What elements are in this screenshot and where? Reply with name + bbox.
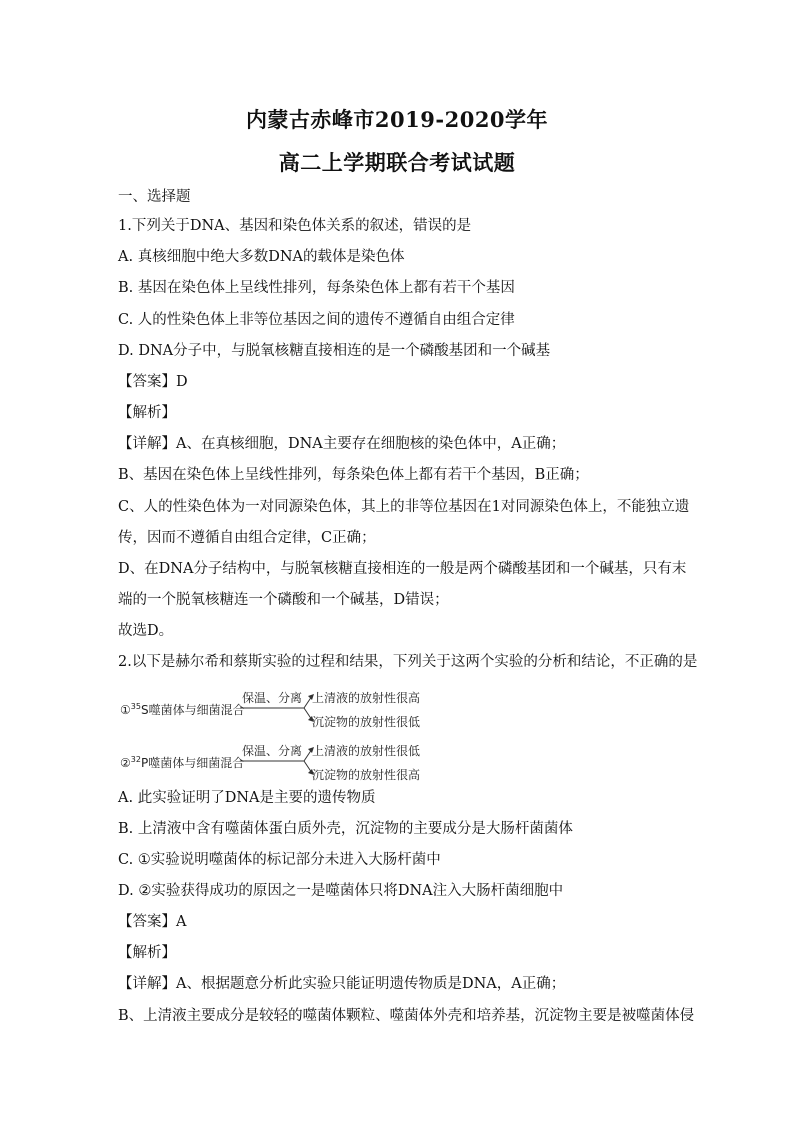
question-1-analysis-line: 【详解】A、在真核细胞，DNA主要存在细胞核的染色体中，A正确； [118, 436, 566, 452]
experiment-1-start: ①$^{35}$S噬菌体与细菌混合 [120, 702, 245, 717]
question-1-option-c: C. 人的性染色体上非等位基因之间的遗传不遵循自由组合定律 [118, 312, 515, 328]
question-1-analysis-line: B、基因在染色体上呈线性排列，每条染色体上都有若干个基因，B正确； [118, 467, 589, 483]
experiment-1-result-bottom: 沉淀物的放射性很低 [312, 715, 421, 729]
question-2-option-c: C. ①实验说明噬菌体的标记部分未进入大肠杆菌中 [118, 852, 441, 868]
document-title-line2: 高二上学期联合考试试题 [278, 150, 516, 175]
question-2-answer: 【答案】A [118, 914, 187, 930]
question-2-option-a: A. 此实验证明了DNA是主要的遗传物质 [118, 790, 376, 806]
question-2-stem: 2.以下是赫尔希和蔡斯实验的过程和结果，下列关于这两个实验的分析和结论，不正确的是 [118, 654, 698, 670]
question-1-analysis-line: C、人的性染色体为一对同源染色体，其上的非等位基因在1对同源染色体上，不能独立遗 [118, 499, 690, 515]
experiment-2-result-bottom: 沉淀物的放射性很高 [312, 768, 421, 782]
question-1-answer: 【答案】D [118, 374, 188, 390]
section-heading: 一、选择题 [118, 189, 191, 205]
experiment-1-condition: 保温、分离 [242, 691, 303, 705]
question-2-option-b: B. 上清液中含有噬菌体蛋白质外壳，沉淀物的主要成分是大肠杆菌菌体 [118, 821, 573, 837]
experiment-diagram-1 [118, 690, 438, 730]
experiment-1-result-top: 上清液的放射性很高 [312, 691, 421, 705]
question-1-analysis-line: 端的一个脱氧核糖连一个磷酸和一个碱基，D错误； [118, 592, 449, 608]
question-1-stem: 1.下列关于DNA、基因和染色体关系的叙述，错误的是 [118, 218, 472, 234]
question-1-option-b: B. 基因在染色体上呈线性排列，每条染色体上都有若干个基因 [118, 280, 515, 296]
document-title-line1: 内蒙古赤峰市2019-2020学年 [245, 107, 549, 132]
question-1-option-a: A. 真核细胞中绝大多数DNA的载体是染色体 [118, 249, 405, 265]
question-1-analysis-line: 传，因而不遵循自由组合定律，C正确； [118, 530, 376, 546]
experiment-2-result-top: 上清液的放射性很低 [312, 744, 421, 758]
question-2-analysis-line: 【详解】A、根据题意分析此实验只能证明遗传物质是DNA，A正确； [118, 976, 566, 992]
question-1-option-d: D. DNA分子中，与脱氧核糖直接相连的是一个磷酸基团和一个碱基 [118, 343, 551, 359]
question-1-analysis-line: D、在DNA分子结构中，与脱氧核糖直接相连的一般是两个磷酸基团和一个碱基，只有末 [118, 561, 687, 577]
question-2-analysis-label: 【解析】 [118, 945, 176, 961]
experiment-diagram-2 [118, 743, 438, 783]
experiment-2-start: ②$^{32}$P噬菌体与细菌混合 [120, 755, 245, 770]
experiment-2-condition: 保温、分离 [242, 744, 303, 758]
question-1-analysis-label: 【解析】 [118, 405, 176, 421]
question-2-option-d: D. ②实验获得成功的原因之一是噬菌体只将DNA注入大肠杆菌细胞中 [118, 883, 564, 899]
question-2-analysis-line: B、上清液主要成分是较轻的噬菌体颗粒、噬菌体外壳和培养基，沉淀物主要是被噬菌体侵 [118, 1008, 695, 1024]
question-1-analysis-line: 故选D。 [118, 623, 174, 639]
